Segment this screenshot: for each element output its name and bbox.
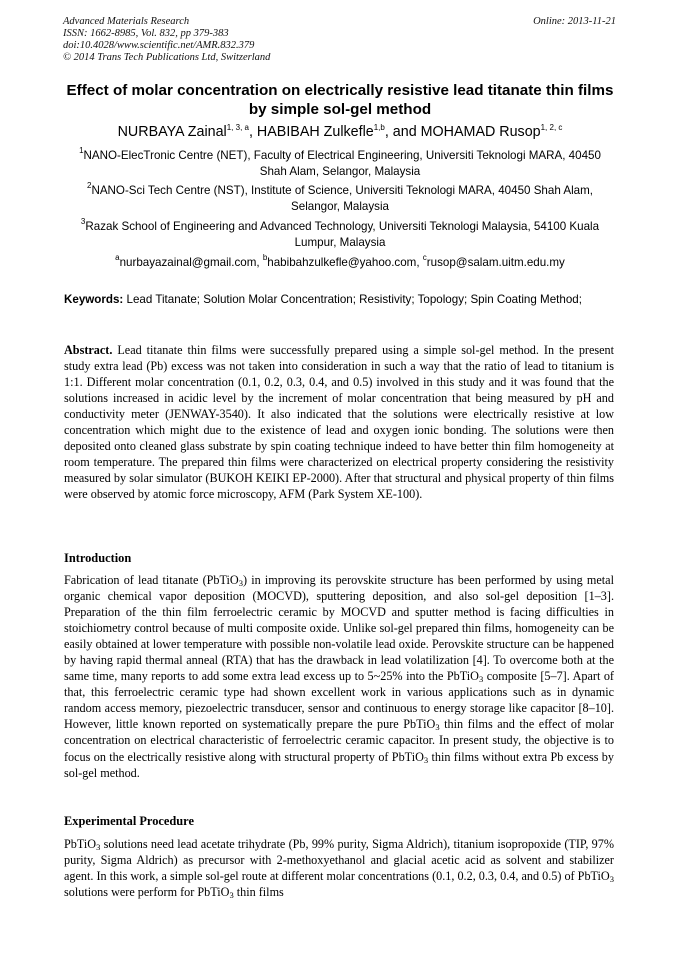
keywords-label: Keywords: (64, 293, 124, 306)
email-marker: a (115, 253, 120, 262)
affiliation-3 (64, 219, 616, 250)
text-run: thin films and the effect of molar concentration on electrical characteristic of ferroelectric ceramic capacitor. In present study, the objective is to focus on the electrically resistive along with structural property of PbTiO (64, 717, 614, 764)
online-date: Online: 2013-11-21 (533, 16, 616, 27)
abstract-text: Lead titanate thin films were successfully prepared using a simple sol-gel method. In the present study extra lead (Pb) excess was not taken into consideration in such a way that the ratio of lead to titanium is 1:1. Different molar concentration (0.1, 0.2, 0.3, 0.4, and 0.5) involved in this study and it was found that the solutions increased in acidic level by the increment of molar concentration that being measured by pH and conductivity meter (JENWAY-3540). It also indicated that the solutions were electrically resistive at low concentration which might due to the existence of lead and oxygen ionic bonding. The solutions were then deposited onto cleaned glass substrate by spin coating technique indeed to have better thin film homogeneity at room temperature. The prepared thin films were characterized on electrical property considering the resistivity measured by solar simulator (BUKOH KEIKI EP-2000). After that structural and physical property of thin films were observed by atomic force microscopy, AFM (Park System XE-100). (64, 343, 615, 502)
text-run: Fabrication of lead titanate (PbTiO (64, 573, 239, 587)
email-address[interactable]: nurbayazainal@gmail.com (119, 256, 257, 269)
subscript: 3 (435, 722, 440, 733)
author-affiliation-marker: 1,b (373, 123, 385, 132)
email-list (64, 255, 616, 270)
affiliation-2 (64, 183, 616, 214)
email-marker: b (262, 253, 268, 262)
keywords-text: Lead Titanate; Solution Molar Concentration; Resistivity; Topology; Spin Coating Method; (126, 293, 582, 306)
subscript: 3 (229, 890, 234, 901)
issn-line: ISSN: 1662-8985, Vol. 832, pp 379-383 (63, 28, 229, 39)
text-run: composite [5–7]. Apart of that, this ferroelectric ceramic type had shown excellent work in various applications such as in dynamic random access memory, piezoelectric transducer, sensor and continuous to energy storage like capacitor [8–10]. However, little known reported on systematically prepare the pure PbTiO (64, 669, 614, 732)
introduction-body (64, 572, 614, 781)
introduction-heading: Introduction (64, 551, 132, 565)
journal-name: Advanced Materials Research (63, 16, 190, 27)
subscript: 3 (423, 754, 429, 765)
text-run: thin films (233, 885, 284, 900)
text-run: solutions need lead acetate trihydrate (Pb, 99% purity, Sigma Aldrich), titanium isopropoxide (TIP, 97% purity, Sigma Aldrich) as precursor with 2-methoxyethanol and glacial acetic acid as solvent and stabilizer agent. In this work, a simple sol-gel route at different molar concentrations (0.1, 0.2, 0.3, 0.4, and 0.5) of PbTiO (64, 837, 614, 884)
author-affiliation-marker: 1, 3, a (226, 123, 249, 132)
text-run: PbTiO (64, 837, 97, 851)
author-affiliation-marker: 1, 2, c (540, 123, 563, 132)
author-separator: , (248, 124, 257, 140)
email-separator: , (256, 256, 263, 269)
email-address[interactable]: habibahzulkefle@yahoo.com (267, 256, 417, 269)
author-name: HABIBAH Zulkefle (256, 124, 374, 140)
affiliation-text: NANO-ElecTronic Centre (NET), Faculty of Electrical Engineering, Universiti Teknologi MARA, 40450 Shah Alam, Selangor, Malaysia (83, 149, 601, 178)
author-name: NURBAYA Zainal (117, 124, 227, 140)
subscript: 3 (478, 674, 484, 685)
affiliation-marker: 3 (80, 217, 86, 226)
affiliation-text: Razak School of Engineering and Advanced Technology, Universiti Teknologi Malaysia, 54100 Kuala Lumpur, Malaysia (85, 220, 600, 249)
doi-line: doi:10.4028/www.scientific.net/AMR.832.379 (63, 40, 255, 51)
experimental-body (64, 836, 614, 900)
affiliation-1 (64, 148, 616, 179)
author-name: MOHAMAD Rusop (420, 124, 541, 140)
subscript: 3 (609, 874, 614, 885)
subscript: 3 (96, 842, 101, 852)
keywords (64, 292, 614, 307)
text-run: thin films without extra Pb excess by sol-gel method. (64, 749, 614, 780)
email-separator: , (416, 256, 423, 269)
copyright-line: © 2014 Trans Tech Publications Ltd, Switzerland (63, 52, 271, 63)
experimental-heading: Experimental Procedure (64, 814, 194, 828)
abstract (64, 342, 614, 502)
email-marker: c (422, 253, 427, 262)
affiliation-text: NANO-Sci Tech Centre (NST), Institute of Science, Universiti Teknologi MARA, 40450 Shah Alam, Selangor, Malaysia (91, 184, 593, 213)
author-separator: , and (384, 124, 421, 140)
text-run: solutions were perform for PbTiO (64, 885, 230, 900)
paper-title: Effect of molar concentration on electrically resistive lead titanate thin films by simple sol-gel method (66, 82, 614, 118)
affiliation-marker: 2 (87, 181, 92, 190)
author-list (64, 123, 616, 141)
abstract-label: Abstract. (64, 343, 113, 357)
text-run: ) in improving its perovskite structure has been performed by using metal organic chemical vapor deposition (MOCVD), sputtering deposition, and also sol-gel deposition [1–3]. Preparation of the thin film ferroelectric ceramic by MOCVD and sputter method is facing difficulties in stoichiometry control because of multi composite oxide. Unlike sol-gel prepared thin films, homogeneity can be easily obtained at lower temperature with possible non-volatile lead oxide. Perovskite structure can be happened by having rapid thermal anneal (RTA) that has the drawback in lead volatilization [4]. To overcome both at the same time, many reports to add some extra lead excess up to 5~25% into the PbTiO (64, 573, 614, 684)
email-address[interactable]: rusop@salam.uitm.edu.my (426, 256, 565, 269)
subscript: 3 (238, 578, 243, 588)
affiliation-marker: 1 (79, 146, 84, 155)
journal-header (63, 16, 270, 64)
